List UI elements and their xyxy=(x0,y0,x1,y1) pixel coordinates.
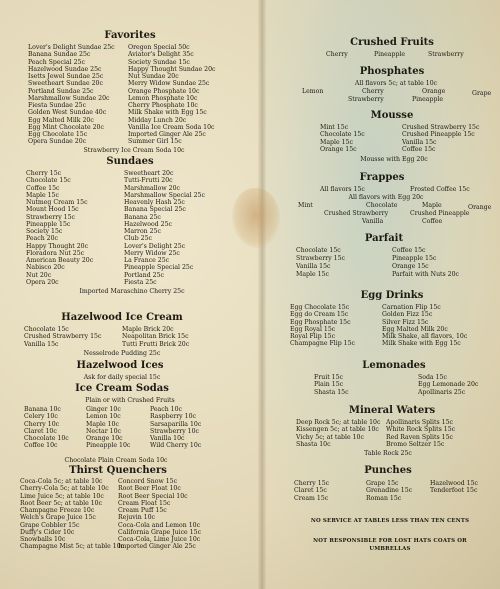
menu-item: Rejuvin 10c xyxy=(118,514,155,522)
menu-item: Banana 25c xyxy=(124,213,161,221)
menu-item: Tutti Frutti Brick 20c xyxy=(122,340,190,348)
notice-text: NOT RESPONSIBLE FOR LOST HATS COATS OR xyxy=(313,538,467,544)
menu-item: Coffee 10c xyxy=(24,442,58,450)
menu-item: Nut Sundae 20c xyxy=(128,73,179,80)
menu-item: Coffee 15c xyxy=(392,247,426,254)
menu-item: Chocolate 15c xyxy=(296,247,341,254)
section-title: Mousse xyxy=(370,110,414,121)
menu-item: Marron 25c xyxy=(124,228,161,235)
menu-item: Hazelwood Sundae 25c xyxy=(28,65,102,73)
menu-item: Claret 10c xyxy=(24,427,57,435)
menu-item: Red Raven Splits 15c xyxy=(386,433,453,441)
menu-item: Lime Juice 5c; at table 10c xyxy=(20,492,104,500)
menu-item: Pineapple 15c xyxy=(392,255,437,262)
menu-item: Apollinaris Splits 15c xyxy=(386,419,453,426)
menu-item: Fruit 15c xyxy=(314,374,344,381)
menu-item: Egg Phosphate 15c xyxy=(290,318,351,326)
menu-item: Crushed Pineapple xyxy=(410,210,470,217)
menu-item: Merry Widow 25c xyxy=(124,249,180,257)
menu-item: Root Beer 5c; at table 10c xyxy=(20,499,103,507)
menu-item: Tutti-Frutti 20c xyxy=(124,177,173,185)
menu-item: California Grape Juice 15c xyxy=(118,528,202,536)
section-title: Parfait xyxy=(364,233,404,244)
menu-item: Isetts Jewel Sundae 25c xyxy=(28,73,104,80)
menu-item: Imported Ginger Ale 25c xyxy=(118,543,196,551)
menu-item: Chocolate 15c xyxy=(320,131,365,139)
menu-item: Crushed Strawberry 15c xyxy=(402,124,480,131)
menu-item: Maple xyxy=(422,202,442,209)
menu-item: Society Sundae 15c xyxy=(128,58,190,66)
menu-item: Orange Phosphate 10c xyxy=(128,87,200,95)
menu-item: All flavors 15c xyxy=(320,186,365,193)
section-title: Lemonades xyxy=(362,360,426,371)
menu-item: Chocolate xyxy=(366,202,398,209)
menu-item: Grenadine 15c xyxy=(366,487,413,495)
menu-item: Nutmeg Cream 15c xyxy=(26,199,88,206)
menu-item: Chocolate 10c xyxy=(24,435,69,442)
menu-item: Marshmallow 20c xyxy=(124,184,180,192)
menu-item: Club 25c xyxy=(124,235,152,243)
menu-item: Fiesta 25c xyxy=(124,278,157,286)
menu-item: Oregon Special 50c xyxy=(128,44,190,51)
menu-item: Vichy 5c; at table 10c xyxy=(296,433,364,441)
section-title: Sundaes xyxy=(106,156,154,167)
menu-item: Cherry-Cola 5c; at table 10c xyxy=(20,485,109,493)
menu-item: Deep Rock 5c; at table 10c xyxy=(296,419,381,426)
menu-item: Claret 15c xyxy=(294,487,327,495)
menu-item: Strawberry 15c xyxy=(296,255,346,262)
menu-item: Coffee 15c xyxy=(26,184,60,192)
menu-item: Vanilla 15c xyxy=(296,263,331,270)
menu-item: Pineapple 15c xyxy=(26,220,71,228)
menu-item: Welch's Grape Juice 15c xyxy=(20,514,96,522)
menu-item: Parfait with Nuts 20c xyxy=(392,271,460,278)
section-title: Ice Cream Sodas xyxy=(75,383,169,394)
menu-item: Egg Mint Chocolate 20c xyxy=(28,123,104,131)
menu-item: Heavenly Hash 25c xyxy=(124,199,185,206)
menu-item: Grape xyxy=(472,90,492,97)
center-fold xyxy=(258,0,266,589)
menu-item: Chocolate 15c xyxy=(24,326,69,333)
menu-item: Orange xyxy=(422,88,446,95)
menu-item: La France 25c xyxy=(124,257,170,264)
menu-item: Lover's Delight 25c xyxy=(124,242,186,250)
menu-item: Snowballs 10c xyxy=(20,536,66,543)
menu-item: Egg Malted Milk 20c xyxy=(382,325,448,333)
menu-item: Mint 15c xyxy=(320,124,349,131)
menu-item: Grape 15c xyxy=(366,480,399,487)
menu-item: Portland 25c xyxy=(124,271,165,279)
menu-item: Maple 15c xyxy=(320,138,353,146)
menu-item: Happy Thought 20c xyxy=(26,242,89,250)
menu-item: Chocolate 15c xyxy=(26,177,71,185)
menu-item: Cream 15c xyxy=(294,494,329,502)
section-title: Thirst Quenchers xyxy=(69,465,167,476)
menu-item: White Rock Splits 15c xyxy=(386,426,456,434)
menu-item: Opera Sundae 20c xyxy=(28,138,87,146)
menu-item: Apollinaris 25c xyxy=(418,388,466,396)
menu-item: Marshmallow Sundae 20c xyxy=(28,94,110,102)
menu-item: Pineapple xyxy=(374,51,406,58)
menu-item: Crushed Pineapple 15c xyxy=(402,131,475,139)
menu-item: Celery 10c xyxy=(24,413,58,421)
notice-text: NO SERVICE AT TABLES LESS THAN TEN CENTS xyxy=(310,518,470,524)
menu-item: Cherry 10c xyxy=(24,420,60,428)
menu-item: Maple 15c xyxy=(26,191,59,199)
menu-item: Peach Special 25c xyxy=(28,58,85,66)
menu-item: Sweetheart Sundae 20c xyxy=(28,80,103,88)
menu-item: Maple Brick 20c xyxy=(122,326,174,333)
menu-item: Marshmallow Special 25c xyxy=(124,191,205,199)
menu-item: Cherry xyxy=(326,51,348,58)
menu-item: Raspberry 10c xyxy=(150,413,196,421)
menu-item: Peach 20c xyxy=(26,235,58,243)
menu-item: Lemon 10c xyxy=(86,413,121,421)
menu-item: Coffee 15c xyxy=(402,145,436,153)
menu-item: Lemon xyxy=(302,88,324,95)
menu-item: Soda 15c xyxy=(418,374,447,381)
menu-item: Crushed Strawberry 15c xyxy=(24,333,102,341)
menu-item: Pineapple Special 25c xyxy=(124,264,194,272)
section-note: Ask for daily special 15c xyxy=(83,374,161,381)
menu-item: Root Beer Special 10c xyxy=(118,492,188,500)
menu-item: Milk Shake with Egg 15c xyxy=(382,340,461,348)
menu-item: Hazelwood 15c xyxy=(430,480,478,487)
section-footer: Imported Maraschino Cherry 25c xyxy=(79,288,185,295)
menu-item: Banana 10c xyxy=(24,406,61,413)
notice-text: UMBRELLAS xyxy=(369,546,411,552)
menu-item: Silver Fizz 15c xyxy=(382,318,429,326)
section-footer: Strawberry Ice Cream Soda 10c xyxy=(83,147,185,154)
section-footer: Nesselrode Pudding 25c xyxy=(83,350,161,357)
menu-item: Coca-Cola and Lemon 10c xyxy=(118,521,201,529)
menu-item: Shasta 10c xyxy=(296,440,331,448)
section-footer: Mousse with Egg 20c xyxy=(360,156,428,163)
menu-item: Summer Girl 15c xyxy=(128,138,182,146)
menu-item: Cream Float 15c xyxy=(118,499,171,507)
menu-item: Nut 20c xyxy=(26,271,52,279)
menu-item: Root Beer Float 10c xyxy=(118,485,181,493)
menu-item: Strawberry 10c xyxy=(150,427,200,435)
menu-item: Nabisco 20c xyxy=(26,264,65,272)
menu-item: Vanilla xyxy=(362,218,384,225)
menu-item: Shasta 15c xyxy=(314,388,349,396)
menu-item: Kissengen 5c; at table 10c xyxy=(296,426,379,434)
menu-item: Egg Chocolate 15c xyxy=(290,304,350,311)
menu-item: Vanilla 15c xyxy=(402,138,437,146)
menu-item: Egg Royal 15c xyxy=(290,325,336,333)
menu-item: Champagne Freeze 10c xyxy=(20,507,95,514)
menu-item: Orange 10c xyxy=(86,435,123,442)
section-title: Mineral Waters xyxy=(348,405,436,416)
section-note: Plain or with Crushed Fruits xyxy=(85,397,175,404)
menu-item: Milk Shake with Egg 15c xyxy=(128,109,207,117)
menu-item: Sweetheart 20c xyxy=(124,170,174,177)
menu-item: Concord Snow 15c xyxy=(118,478,178,485)
menu-item: Cherry 15c xyxy=(294,480,330,487)
menu-item: Mint xyxy=(298,202,313,209)
menu-item: Society 15c xyxy=(26,228,63,235)
menu-item: Maple 15c xyxy=(296,271,329,278)
section-footer: Chocolate Plain Cream Soda 10c xyxy=(64,457,168,464)
menu-item: Fiesta Sundae 25c xyxy=(28,102,87,109)
menu-item: Frosted Coffee 15c xyxy=(410,186,470,193)
menu-item: Coca-Cola 5c; at table 10c xyxy=(20,478,103,485)
menu-item: Strawberry xyxy=(428,51,464,58)
menu-item: Egg Lemonade 20c xyxy=(418,381,479,389)
menu-item: Milk Shake, all flavors, 10c xyxy=(382,333,468,340)
menu-item: Tenderfoot 15c xyxy=(430,487,478,495)
menu-item: Midday Lunch 20c xyxy=(128,116,187,124)
menu-item: All flavors with Egg 20c xyxy=(348,194,424,201)
menu-item: Egg do Cream 15c xyxy=(290,311,349,319)
menu-item: Cherry xyxy=(362,88,384,95)
menu-item: Maple 10c xyxy=(86,420,119,428)
menu-item: Strawberry 15c xyxy=(26,213,76,221)
menu-item: Merry Widow Sundae 25c xyxy=(128,80,210,88)
menu-item: Champagne Flip 15c xyxy=(290,340,356,348)
menu-item: Coca-Cola, Lime Juice 10c xyxy=(118,536,201,543)
menu-item: Floradora Nut 25c xyxy=(26,249,85,257)
stain-mark xyxy=(232,188,280,248)
section-title: Phosphates xyxy=(359,66,425,77)
menu-item: Vanilla 10c xyxy=(150,435,185,442)
menu-item: Royal Flip 15c xyxy=(290,333,336,340)
menu-item: Hazelwood 25c xyxy=(124,220,172,228)
menu-item: Mount Hood 15c xyxy=(26,206,79,214)
section-note: All flavors 5c; at table 10c xyxy=(354,80,438,87)
menu-item: Cherry 15c xyxy=(26,170,62,177)
menu-item: Egg Malted Milk 20c xyxy=(28,116,94,124)
menu-item: Duffy's Cider 10c xyxy=(20,528,75,536)
section-title: Frappes xyxy=(359,172,405,183)
menu-item: Golden Fizz 15c xyxy=(382,311,433,319)
section-title: Hazelwood Ice Cream xyxy=(61,312,183,323)
section-title: Favorites xyxy=(104,30,156,41)
section-title: Egg Drinks xyxy=(360,290,424,301)
menu-item: Orange 15c xyxy=(320,145,357,153)
menu-item: Banana Special 25c xyxy=(124,206,186,214)
menu-item: Ginger 10c xyxy=(86,406,121,413)
menu-item: Opera 20c xyxy=(26,278,59,286)
menu-item: Strawberry xyxy=(348,96,384,103)
right-page xyxy=(262,0,500,589)
section-title: Crushed Fruits xyxy=(350,37,434,48)
menu-item: Roman 15c xyxy=(366,494,402,502)
menu-item: Orange 15c xyxy=(392,263,429,270)
menu-item: Champagne Mist 5c; at table 10c xyxy=(20,543,125,551)
menu-item: Crushed Strawberry xyxy=(324,210,389,217)
menu-item: Aviator's Delight 35c xyxy=(128,51,194,59)
menu-item: Pineapple xyxy=(412,96,444,103)
menu-item: Golden West Sundae 40c xyxy=(28,109,107,117)
menu-item: Nectar 10c xyxy=(86,427,121,435)
menu-item: Coffee xyxy=(422,218,443,225)
menu-item: Neapolitan Brick 15c xyxy=(122,333,189,341)
menu-item: Lover's Delight Sundae 25c xyxy=(28,44,115,51)
menu-item: Bromo Seltzer 15c xyxy=(386,440,445,448)
menu-item: Carnation Flip 15c xyxy=(382,304,441,311)
menu-item: Cherry Phosphate 10c xyxy=(128,102,198,109)
menu-item: Plain 15c xyxy=(314,381,344,389)
menu-item: Imported Ginger Ale 25c xyxy=(128,131,206,138)
section-title: Punches xyxy=(364,465,412,476)
menu-item: Pineapple 10c xyxy=(86,442,131,450)
menu-item: Grape Cobbler 15c xyxy=(20,521,80,529)
menu-item: Peach 10c xyxy=(150,406,182,413)
menu-item: American Beauty 20c xyxy=(26,257,94,264)
menu-item: Vanilla Ice Cream Soda 10c xyxy=(128,123,215,131)
menu-item: Orange xyxy=(468,204,492,211)
section-footer: Table Rock 25c xyxy=(364,450,412,457)
menu-item: Portland Sundae 25c xyxy=(28,87,94,95)
menu-item: Sarsaparilla 10c xyxy=(150,420,202,428)
section-title: Hazelwood Ices xyxy=(76,360,164,371)
menu-item: Banana Sundae 25c xyxy=(28,51,91,59)
menu-item: Vanilla 15c xyxy=(24,340,59,348)
menu-item: Egg Chocolate 15c xyxy=(28,131,88,138)
menu-item: Happy Thought Sundae 20c xyxy=(128,65,216,73)
menu-item: Cream Puff 15c xyxy=(118,507,167,514)
menu-item: Wild Cherry 10c xyxy=(150,442,202,450)
menu-item: Lemon Phosphate 10c xyxy=(128,94,198,102)
